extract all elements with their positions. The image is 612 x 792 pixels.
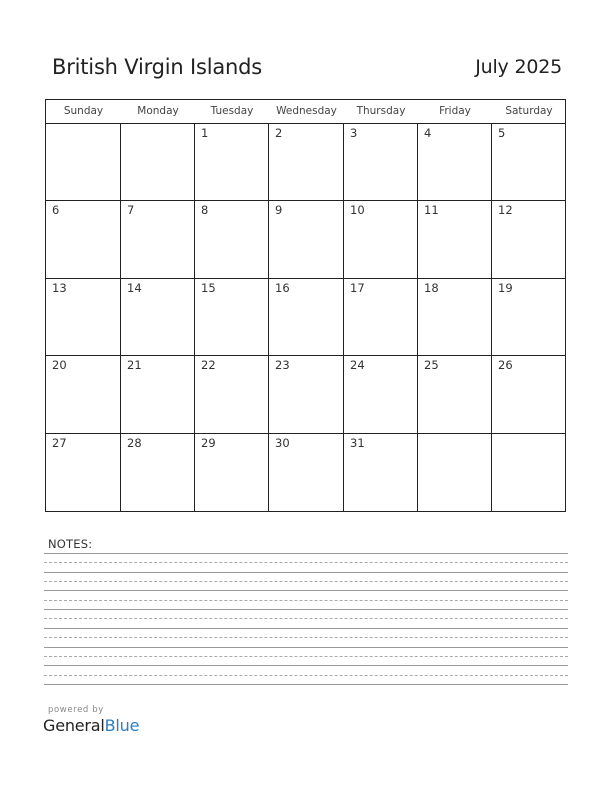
day-cell-27: 27 [52,436,67,450]
day-cell-12: 12 [498,203,513,217]
weekday-monday: Monday [137,105,179,117]
weekday-header-row [46,100,565,124]
grid-row-divider [46,200,565,201]
notes-line [44,618,568,619]
notes-line [44,665,568,666]
notes-line [44,553,568,554]
notes-line [44,628,568,629]
notes-line [44,572,568,573]
day-cell-15: 15 [201,281,216,295]
logo-blue-text: Blue [104,716,140,735]
day-cell-18: 18 [424,281,439,295]
day-cell-11: 11 [424,203,439,217]
calendar-country-title: British Virgin Islands [52,55,263,79]
logo-general-text: General [43,716,105,735]
notes-line [44,647,568,648]
day-cell-16: 16 [275,281,290,295]
day-cell-17: 17 [350,281,365,295]
day-cell-14: 14 [127,281,142,295]
day-cell-22: 22 [201,358,216,372]
notes-line [44,637,568,638]
notes-line [44,562,568,563]
notes-line [44,581,568,582]
notes-label: NOTES: [48,537,93,551]
day-cell-3: 3 [350,126,358,140]
notes-line [44,684,568,685]
grid-row-divider [46,355,565,356]
weekday-tuesday: Tuesday [210,105,254,117]
day-cell-13: 13 [52,281,67,295]
grid-column-divider [120,124,121,511]
day-cell-19: 19 [498,281,513,295]
day-cell-2: 2 [275,126,283,140]
grid-row-divider [46,278,565,279]
grid-row-divider [46,433,565,434]
day-cell-20: 20 [52,358,67,372]
weekday-wednesday: Wednesday [276,105,337,117]
weekday-sunday: Sunday [63,105,104,117]
notes-line [44,609,568,610]
weekday-friday: Friday [439,105,471,117]
day-cell-1: 1 [201,126,209,140]
day-cell-24: 24 [350,358,365,372]
day-cell-21: 21 [127,358,142,372]
calendar-month-title: July 2025 [475,56,562,78]
notes-line [44,675,568,676]
day-cell-5: 5 [498,126,506,140]
notes-line [44,590,568,591]
day-cell-9: 9 [275,203,283,217]
weekday-saturday: Saturday [505,105,553,117]
day-cell-31: 31 [350,436,365,450]
day-cell-10: 10 [350,203,365,217]
grid-column-divider [417,124,418,511]
day-cell-30: 30 [275,436,290,450]
notes-line [44,656,568,657]
notes-line [44,600,568,601]
grid-column-divider [194,124,195,511]
day-cell-7: 7 [127,203,135,217]
grid-column-divider [268,124,269,511]
day-cell-4: 4 [424,126,432,140]
day-cell-8: 8 [201,203,209,217]
calendar-grid [45,99,566,512]
day-cell-6: 6 [52,203,60,217]
day-cell-25: 25 [424,358,439,372]
day-cell-23: 23 [275,358,290,372]
grid-column-divider [343,124,344,511]
day-cell-29: 29 [201,436,216,450]
generalblue-logo[interactable] [43,716,139,735]
grid-column-divider [491,124,492,511]
weekday-thursday: Thursday [356,105,406,117]
powered-by-text: powered by [48,705,104,715]
day-cell-26: 26 [498,358,513,372]
day-cell-28: 28 [127,436,142,450]
